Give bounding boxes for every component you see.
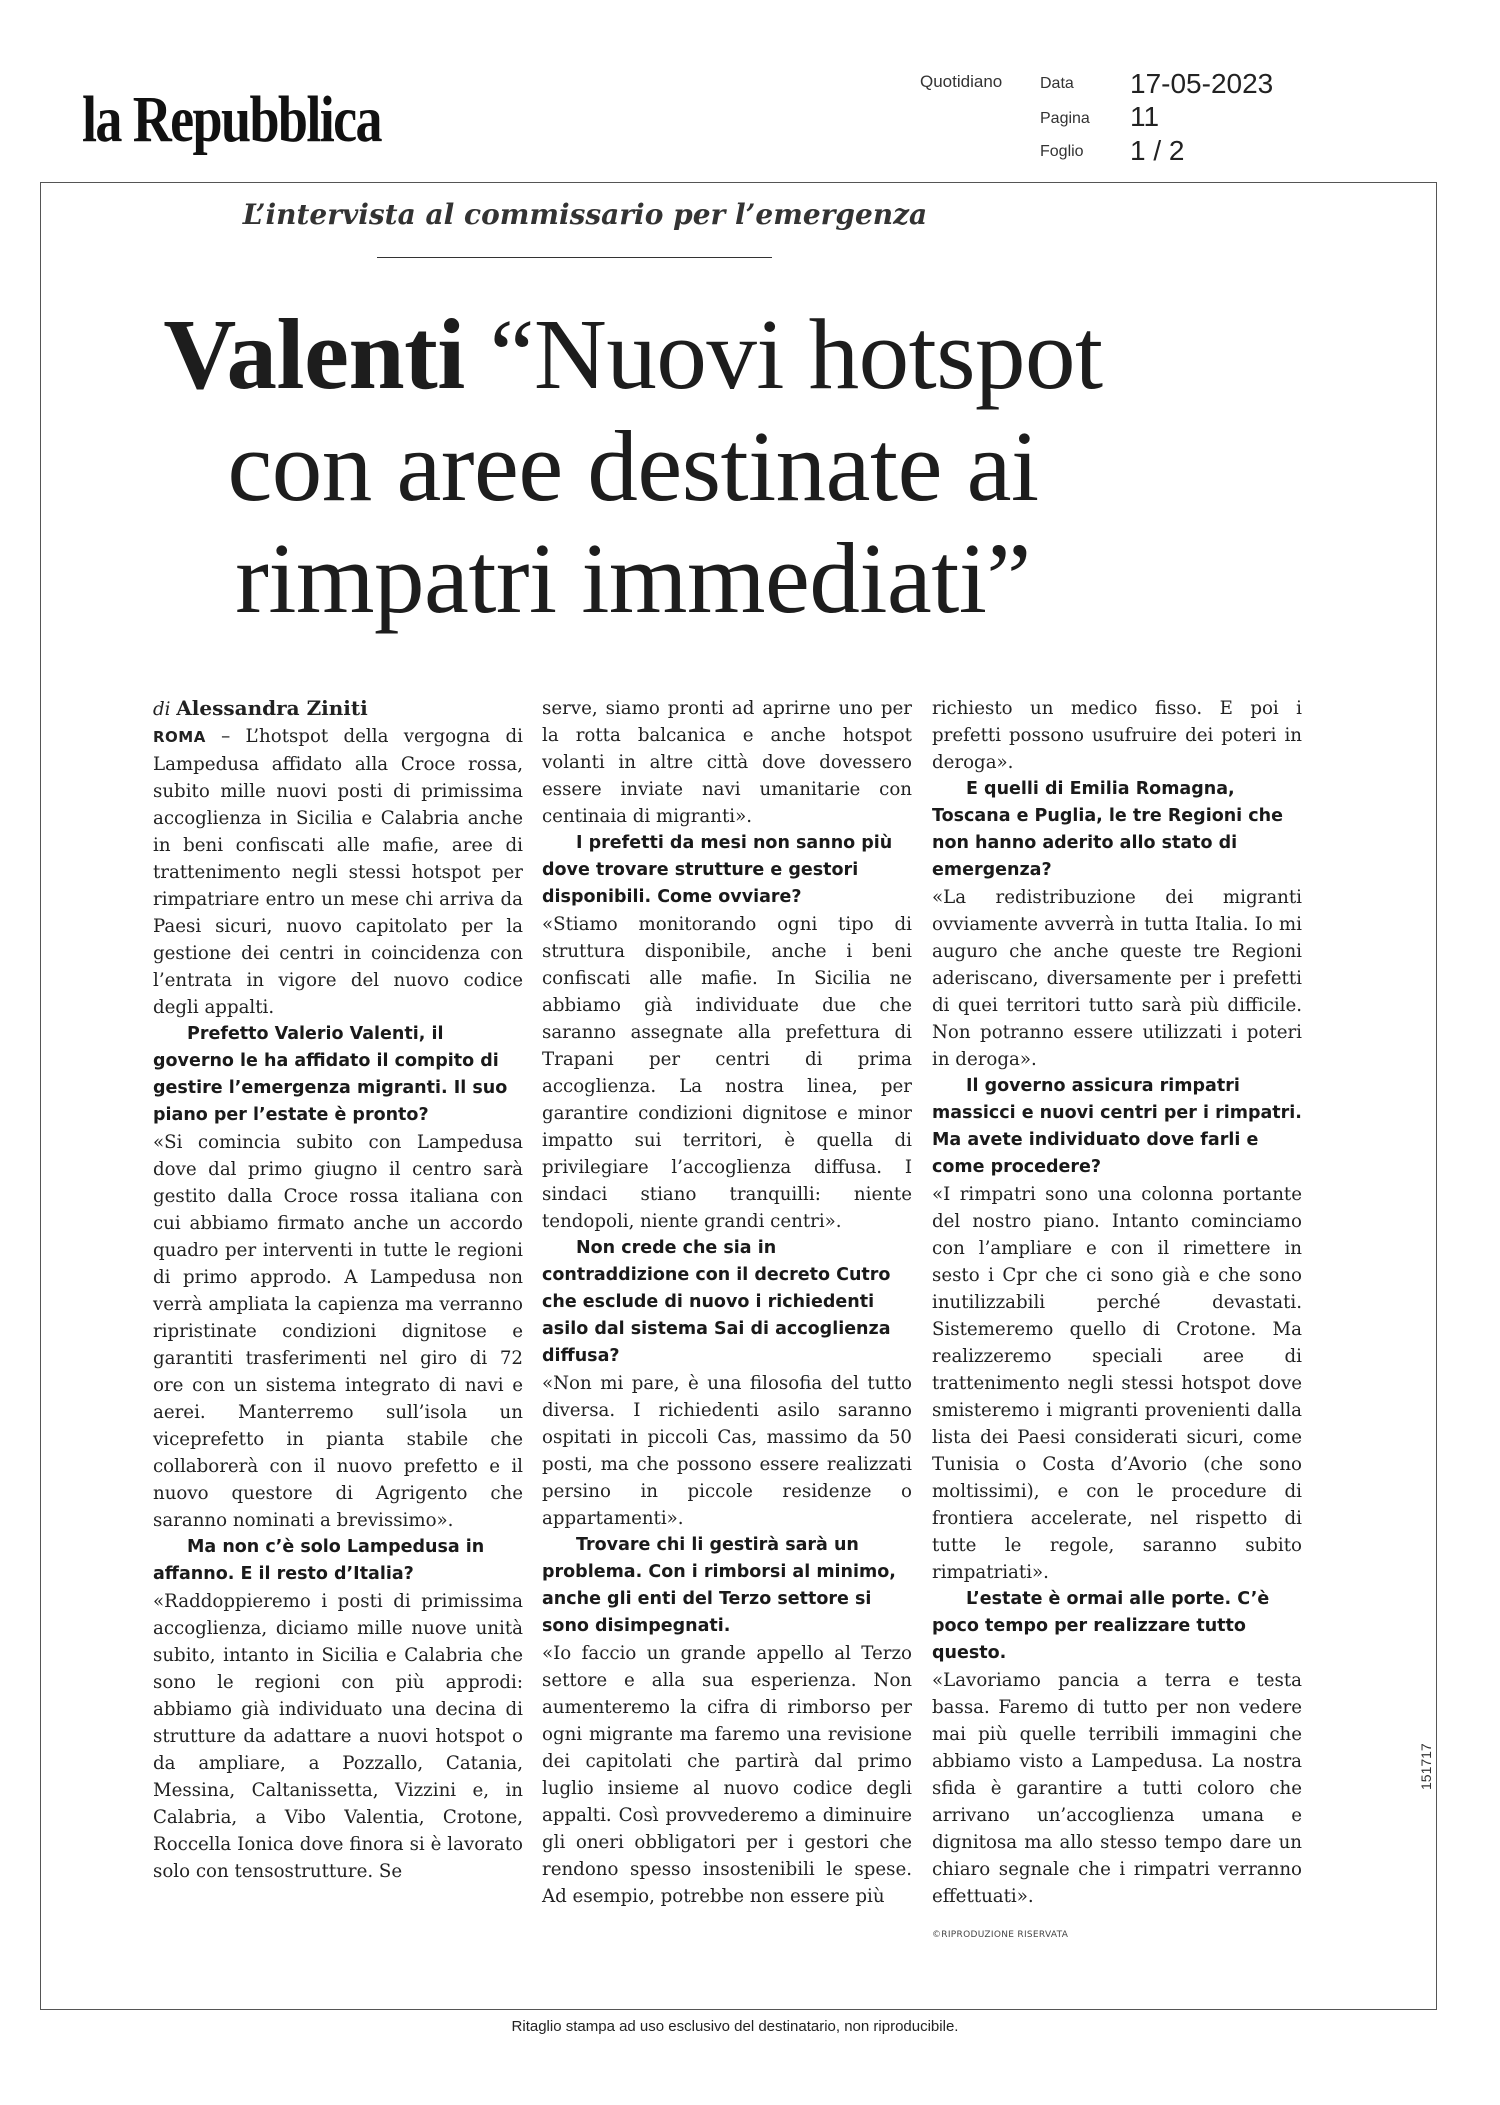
quotidiano-label: Quotidiano <box>920 72 1003 91</box>
answer-8: «Lavoriamo pancia a terra e testa bassa. Faremo di tutto per non vedere mai più quelle terribili immagini che abbiamo visto a Lampedusa. La nostra sfida è garantire a tutti coloro che arrivano un’accoglienza umana e dignitosa ma allo stesso tempo dare un chiaro segnale che i rimpatri verranno effettuati». <box>932 1670 1302 1907</box>
answer-7: «I rimpatri sono una colonna portante del nostro piano. Intanto cominciamo con l’ampliare e con il rimettere in sesto i Cpr che ci sono già e che sono inutilizzabili perché devastati. Sistemeremo quello di Crotone. Ma realizzeremo speciali aree di trattenimento negli stessi hotspot dove smisteremo i migranti provenienti dalla lista dei Paesi considerati sicuri, come Tunisia o Costa d’Avorio (che sono moltissimi), e con le procedure di frontiera accelerate, nel rispetto di tutte le regole, saranno subito rimpatriati». <box>932 1184 1302 1583</box>
newspaper-logo: la Repubblica <box>82 83 381 156</box>
article-kicker: L’intervista al commissario per l’emergenza <box>242 198 928 231</box>
pagina-value: 11 <box>1130 101 1160 132</box>
question-4: Non crede che sia in contraddizione con il decreto Cutro che esclude di nuovo i richiedenti asilo dal sistema Sai di accoglienza diffusa? <box>542 1238 891 1366</box>
question-2: Ma non c’è solo Lampedusa in affanno. E il resto d’Italia? <box>153 1537 485 1584</box>
answer-2-part-1: «Raddoppieremo i posti di primissima accoglienza, diciamo mille nuove unità subito, intanto in Sicilia e Calabria che sono le regioni con più approdi: abbiamo già individuato una decina di strutture da adattare a nuovi hotspot o da ampliare, a Pozzallo, Catania, Messina, Caltanissetta, Vizzini e, in Calabria, a Vibo Valentia, Crotone, Roccella Ionica dove finora si è lavorato solo con tensostrutture. Se <box>153 1591 523 1882</box>
article-headline <box>108 298 1158 634</box>
answer-1: «Si comincia subito con Lampedusa dove dal primo giugno il centro sarà gestito dalla Croce rossa italiana con cui abbiamo firmato anche un accordo quadro per interventi in tutte le regioni di primo approdo. A Lampedusa non verrà ampliata la capienza ma verranno ripristinate condizioni dignitose e garantiti trasferimenti nel giro di 72 ore con un sistema integrato di navi e aerei. Manterremo sull’isola un viceprefetto in pianta stabile che collaborerà con il nuovo prefetto e il nuovo questore di Agrigento che saranno nominati a brevissimo». <box>153 1132 523 1531</box>
byline-prefix: di <box>153 699 171 720</box>
answer-5-part-1: «Io faccio un grande appello al Terzo settore e alla sua esperienza. Non aumenteremo la cifra di rimborso per ogni migrante ma faremo una revisione dei capitolati che partirà dal primo luglio insieme al nuovo codice degli appalti. Così provvederemo a diminuire gli oneri obbligatori per i gestori che rendono spesso insostenibili le spese. Ad esempio, potrebbe non essere più <box>542 1643 912 1907</box>
copyright-notice: ©RIPRODUZIONE RISERVATA <box>932 1930 1069 1940</box>
answer-2-part-2: serve, siamo pronti ad aprirne uno per la rotta balcanica e anche hotspot volanti in altre città dove dovessero essere inviate navi umanitarie con centinaia di migranti». <box>542 698 912 827</box>
pagina-label: Pagina <box>1040 110 1090 127</box>
answer-4: «Non mi pare, è una filosofia del tutto diversa. I richiedenti asilo saranno ospitati in piccoli Cas, massimo da 50 posti, ma che possono essere realizzati persino in piccole residenze o appartamenti». <box>542 1373 912 1529</box>
question-7: Il governo assicura rimpatri massicci e nuovi centri per i rimpatri. Ma avete individuato dove farli e come procedere? <box>932 1076 1302 1177</box>
side-code: 151717 <box>1418 1743 1434 1790</box>
question-1: Prefetto Valerio Valenti, il governo le ha affidato il compito di gestire l’emergenza migranti. Il suo piano per l’estate è pronto? <box>153 1024 508 1125</box>
headline-name: Valenti <box>163 298 465 410</box>
kicker-divider <box>377 257 772 258</box>
byline-author: Alessandra Ziniti <box>176 696 368 720</box>
data-label: Data <box>1040 75 1074 92</box>
article-intro: – L’hotspot della vergogna di Lampedusa affidato alla Croce rossa, subito mille nuovi posti di primissima accoglienza in Sicilia e Calabria anche in beni confiscati alle mafie, aree di trattenimento negli stessi hotspot per rimpatriare entro un mese chi arriva da Paesi sicuri, nuovo capitolato per la gestione dei centri in coincidenza con l’entrata in vigore del nuovo codice degli appalti. <box>153 726 523 1018</box>
clipping-footer: Ritaglio stampa ad uso esclusivo del destinatario, non riproducibile. <box>511 2018 959 2035</box>
answer-3: «Stiamo monitorando ogni tipo di struttura disponibile, anche i beni confiscati alle mafie. In Sicilia ne abbiamo già individuate due che saranno assegnate alla prefettura di Trapani per centri di prima accoglienza. La nostra linea, per garantire condizioni dignitose e minor impatto sui territori, è quella di privilegiare l’accoglienza diffusa. I sindaci stiano tranquilli: niente tendopoli, niente grandi centri». <box>542 914 912 1232</box>
data-value: 17-05-2023 <box>1130 68 1274 99</box>
answer-5-part-2: richiesto un medico fisso. E poi i prefetti possono usufruire dei poteri in deroga». <box>932 698 1302 773</box>
headline-quote: “Nuovi hotspot con aree destinate ai rimpatri immediati” <box>227 298 1103 634</box>
question-6: E quelli di Emilia Romagna, Toscana e Puglia, le tre Regioni che non hanno aderito allo stato di emergenza? <box>932 779 1283 880</box>
article-column-2 <box>542 695 912 1910</box>
question-8: L’estate è ormai alle porte. C’è poco tempo per realizzare tutto questo. <box>932 1589 1270 1663</box>
article-column-3 <box>932 695 1302 1949</box>
foglio-value: 1 / 2 <box>1130 135 1185 166</box>
question-3: I prefetti da mesi non sanno più dove trovare strutture e gestori disponibili. Come ovviare? <box>542 833 893 907</box>
article-column-1 <box>153 695 523 1885</box>
question-5: Trovare chi li gestirà sarà un problema. Con i rimborsi al minimo, anche gli enti del Terzo settore si sono disimpegnati. <box>542 1535 896 1636</box>
dateline: ROMA <box>153 728 206 746</box>
answer-6: «La redistribuzione dei migranti ovviamente avverrà in tutta Italia. Io mi auguro che anche queste tre Regioni aderiscano, diversamente per i prefetti di quei territori tutto sarà più difficile. Non potranno essere utilizzati i poteri in deroga». <box>932 887 1302 1070</box>
foglio-label: Foglio <box>1040 143 1084 160</box>
